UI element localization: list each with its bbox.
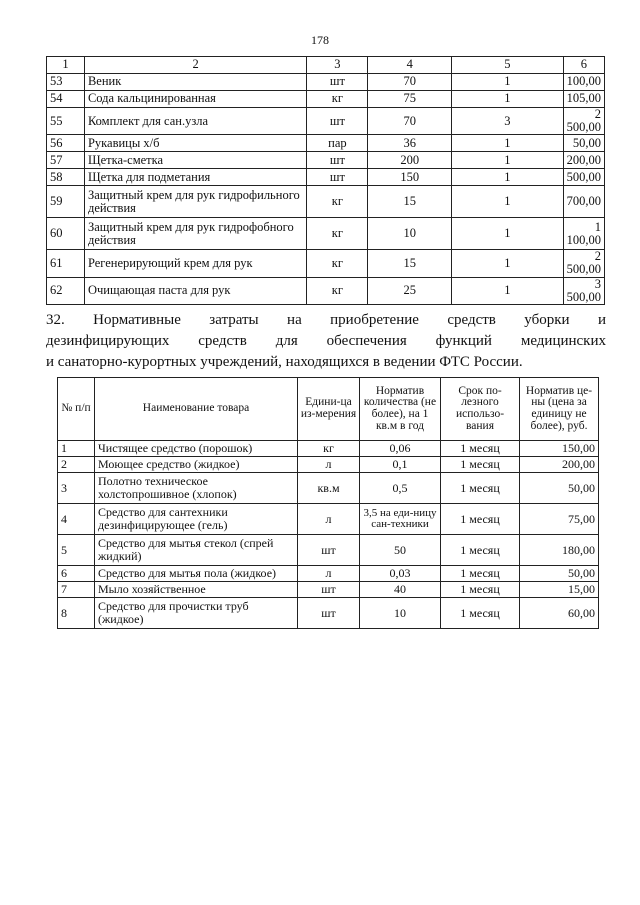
table-row [47,169,605,186]
header-term: Срок по-лезного использо-вания [441,378,520,441]
item-quantity: 15 [368,250,452,277]
row-number: 60 [47,218,85,250]
item-quantity: 25 [368,277,452,304]
item-name: Средство для мытья пола (жидкое) [95,566,298,582]
table-row [47,186,605,218]
item-name: Щетка для подметания [84,169,306,186]
page-number: 178 [311,33,329,47]
paragraph-line: и санаторно-курортных учреждений, находящихся в ведении ФТС России. [46,354,523,370]
item-quantity: 70 [368,108,452,135]
item-unit: шт [307,74,368,91]
item-quantity: 50 [360,535,441,566]
item-quantity: 200 [368,152,452,169]
table-row [58,535,599,566]
item-unit: шт [307,169,368,186]
item-price: 50,00 [520,566,599,582]
item-term: 1 месяц [441,441,520,457]
column-number: 5 [452,57,564,74]
item-price: 75,00 [520,504,599,535]
table-row [47,152,605,169]
item-name: Сода кальцинированная [84,91,306,108]
item-quantity: 40 [360,582,441,598]
item-name: Очищающая паста для рук [84,277,306,304]
item-unit: кг [307,218,368,250]
table-row [47,218,605,250]
item-name: Регенерирующий крем для рук [84,250,306,277]
table-row [58,566,599,582]
paragraph-line: 32. Нормативные затраты на приобретение средств уборки и [46,312,606,328]
item-name: Средство для прочистки труб (жидкое) [95,598,298,629]
item-unit: кг [298,441,360,457]
item-price: 700,00 [563,186,604,218]
column-number-row [47,57,605,74]
row-number: 5 [58,535,95,566]
item-term: 1 месяц [441,566,520,582]
row-number: 55 [47,108,85,135]
item-term: 1 месяц [441,473,520,504]
table-row [47,277,605,304]
table-row [47,108,605,135]
header-num: № п/п [58,378,95,441]
row-number: 57 [47,152,85,169]
item-quantity: 0,5 [360,473,441,504]
item-name: Полотно техническое холстопрошивное (хлопок) [95,473,298,504]
item-price: 180,00 [520,535,599,566]
item-price: 150,00 [520,441,599,457]
item-name: Средство для сантехники дезинфицирующее (гель) [95,504,298,535]
item-price: 2 500,00 [563,250,604,277]
item-term: 1 [452,152,564,169]
item-term: 1 [452,186,564,218]
item-unit: шт [298,598,360,629]
item-unit: кг [307,91,368,108]
item-name: Защитный крем для рук гидрофильного действия [84,186,306,218]
item-price: 50,00 [520,473,599,504]
item-quantity: 10 [368,218,452,250]
table-row [58,457,599,473]
paragraph-line: дезинфицирующих средств для обеспечения функций медицинских [46,333,606,349]
column-number: 2 [84,57,306,74]
item-quantity: 0,03 [360,566,441,582]
item-price: 500,00 [563,169,604,186]
item-unit: л [298,566,360,582]
row-number: 2 [58,457,95,473]
item-unit: кг [307,250,368,277]
item-term: 1 месяц [441,504,520,535]
header-row [58,378,599,441]
item-term: 3 [452,108,564,135]
table-row [58,504,599,535]
table-row [58,598,599,629]
item-price: 15,00 [520,582,599,598]
item-term: 1 [452,218,564,250]
item-quantity: 36 [368,135,452,152]
table-row [47,250,605,277]
column-number: 6 [563,57,604,74]
item-unit: кв.м [298,473,360,504]
row-number: 8 [58,598,95,629]
row-number: 3 [58,473,95,504]
cleaning-supplies-norms-table [57,377,599,629]
item-name: Комплект для сан.узла [84,108,306,135]
item-term: 1 месяц [441,457,520,473]
item-unit: л [298,504,360,535]
table-row [58,441,599,457]
item-quantity: 0,1 [360,457,441,473]
item-term: 1 [452,169,564,186]
item-quantity: 70 [368,74,452,91]
table-row [47,91,605,108]
row-number: 54 [47,91,85,108]
item-term: 1 [452,74,564,91]
item-name: Рукавицы х/б [84,135,306,152]
header-name: Наименование товара [95,378,298,441]
item-quantity: 10 [360,598,441,629]
section-32-paragraph [46,310,606,373]
item-unit: шт [298,535,360,566]
item-term: 1 месяц [441,582,520,598]
table-row [47,135,605,152]
row-number: 56 [47,135,85,152]
table-row [58,582,599,598]
item-price: 1 100,00 [563,218,604,250]
item-price: 200,00 [563,152,604,169]
row-number: 6 [58,566,95,582]
item-quantity: 75 [368,91,452,108]
item-term: 1 месяц [441,598,520,629]
column-number: 3 [307,57,368,74]
item-price: 105,00 [563,91,604,108]
column-number: 1 [47,57,85,74]
item-price: 100,00 [563,74,604,91]
item-unit: шт [298,582,360,598]
item-price: 60,00 [520,598,599,629]
item-price: 2 500,00 [563,108,604,135]
row-number: 7 [58,582,95,598]
row-number: 62 [47,277,85,304]
item-term: 1 [452,250,564,277]
row-number: 4 [58,504,95,535]
item-quantity: 0,06 [360,441,441,457]
row-number: 58 [47,169,85,186]
item-name: Моющее средство (жидкое) [95,457,298,473]
column-number: 4 [368,57,452,74]
item-quantity: 150 [368,169,452,186]
header-norm-price: Норматив це-ны (цена за единицу не более), руб. [520,378,599,441]
item-quantity: 3,5 на еди-ницу сан-техники [360,504,441,535]
table-row [47,74,605,91]
header-unit: Едини-ца из-мерения [298,378,360,441]
item-quantity: 15 [368,186,452,218]
item-term: 1 [452,277,564,304]
item-name: Защитный крем для рук гидрофобного действия [84,218,306,250]
item-unit: л [298,457,360,473]
supplies-table-continued [46,56,605,305]
item-unit: шт [307,152,368,169]
item-price: 50,00 [563,135,604,152]
item-unit: пар [307,135,368,152]
row-number: 61 [47,250,85,277]
item-price: 200,00 [520,457,599,473]
table-row [58,473,599,504]
row-number: 53 [47,74,85,91]
header-norm-quantity: Норматив количества (не более), на 1 кв.м в год [360,378,441,441]
item-term: 1 [452,91,564,108]
item-price: 3 500,00 [563,277,604,304]
item-name: Средство для мытья стекол (спрей жидкий) [95,535,298,566]
item-name: Чистящее средство (порошок) [95,441,298,457]
item-name: Мыло хозяйственное [95,582,298,598]
item-unit: шт [307,108,368,135]
item-term: 1 [452,135,564,152]
row-number: 1 [58,441,95,457]
item-unit: кг [307,186,368,218]
row-number: 59 [47,186,85,218]
item-unit: кг [307,277,368,304]
item-name: Веник [84,74,306,91]
item-term: 1 месяц [441,535,520,566]
item-name: Щетка-сметка [84,152,306,169]
